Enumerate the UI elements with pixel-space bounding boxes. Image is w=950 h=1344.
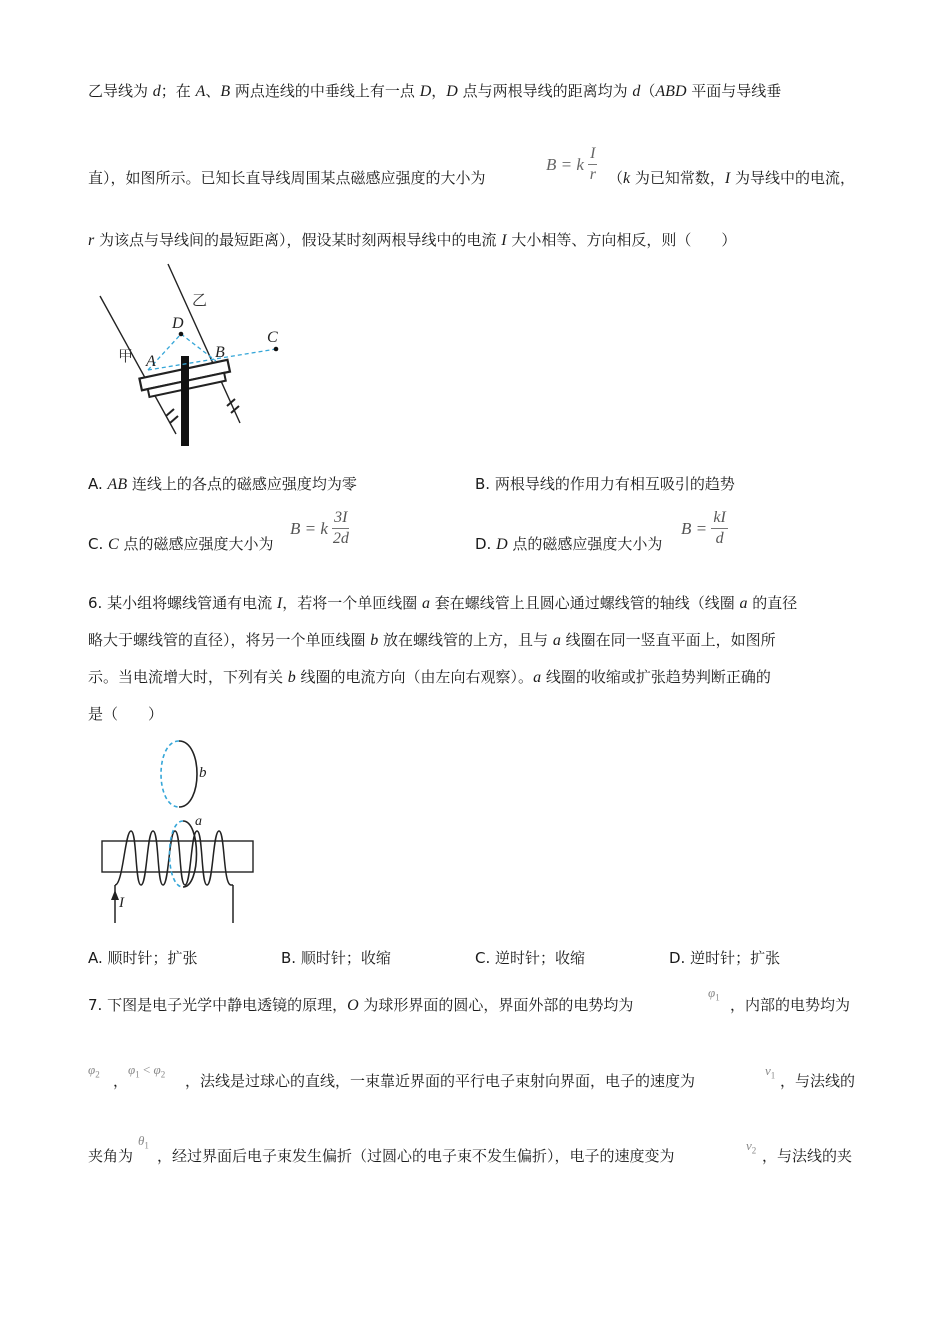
wire-jia bbox=[100, 296, 176, 434]
q5-option-A[interactable] bbox=[88, 473, 357, 496]
text: ，法线是过球心的直线，一束靠近界面的平行电子束射向界面，电子的速度为 bbox=[185, 1072, 696, 1090]
text: A. bbox=[88, 475, 108, 493]
numerator: kI bbox=[711, 508, 727, 529]
text: A. 顺时针；扩张 bbox=[88, 949, 198, 967]
q5-line-3 bbox=[88, 229, 736, 252]
var-d: d bbox=[152, 83, 161, 100]
text: 为导线中的电流， bbox=[730, 169, 856, 187]
symbol-phi1: $\varphi_1$ bbox=[708, 985, 720, 1003]
text: 6. 某小组将螺线管通有电流 bbox=[88, 594, 277, 612]
label-A: A bbox=[146, 353, 156, 370]
q7-line-3c bbox=[762, 1145, 852, 1167]
q6-line-3 bbox=[88, 666, 771, 689]
q7-line-1 bbox=[88, 994, 633, 1017]
q5-line-1 bbox=[88, 80, 781, 103]
text: 为该点与导线间的最短距离），假设某时刻两根导线中的电流 bbox=[94, 231, 502, 249]
fraction bbox=[332, 508, 349, 549]
solenoid-windings bbox=[115, 831, 233, 923]
formula-C bbox=[290, 508, 349, 549]
q5-line-2b bbox=[608, 167, 855, 190]
text: ；在 bbox=[160, 82, 196, 100]
formula-lhs: B = k bbox=[546, 154, 584, 174]
label-C: C bbox=[267, 329, 278, 346]
text: B. 顺时针；收缩 bbox=[281, 949, 391, 967]
coil-b-back bbox=[161, 741, 179, 807]
text: 的直径 bbox=[747, 594, 798, 612]
formula-lhs: B = bbox=[681, 518, 708, 538]
text: ， bbox=[431, 82, 447, 100]
text: ，与法线的 bbox=[780, 1072, 856, 1090]
inequality-phi1-lt-phi2: $\varphi_1 < \varphi_2$ bbox=[128, 1062, 166, 1080]
label-yi: 乙 bbox=[192, 293, 208, 309]
text: C. 逆时针；收缩 bbox=[475, 949, 586, 967]
coil-b-front bbox=[179, 741, 197, 807]
q7-line-3b bbox=[157, 1145, 675, 1167]
var-ABD: ABD bbox=[655, 83, 687, 100]
text: ，若将一个单匝线圈 bbox=[282, 594, 422, 612]
fraction bbox=[588, 144, 597, 185]
q5-option-B[interactable] bbox=[475, 473, 735, 495]
text: 套在螺线管上且圆心通过螺线管的轴线（线圈 bbox=[429, 594, 740, 612]
q6-option-D[interactable] bbox=[669, 947, 780, 969]
symbol-phi2: $\varphi_2$ bbox=[88, 1062, 100, 1080]
q7-line-2b bbox=[185, 1070, 695, 1092]
text: 点的磁感应强度大小为 bbox=[507, 535, 663, 553]
var-D: D bbox=[496, 536, 508, 553]
symbol-v2: $v_2$ bbox=[746, 1138, 757, 1156]
q7-line-1b bbox=[730, 994, 850, 1016]
q6-line-4 bbox=[88, 703, 163, 725]
text: 点与两根导线的距离均为 bbox=[457, 82, 633, 100]
q5-option-D[interactable] bbox=[475, 533, 662, 556]
q6-line-2 bbox=[88, 629, 776, 652]
text: 、 bbox=[205, 82, 221, 100]
q5-option-C[interactable] bbox=[88, 533, 273, 556]
text: 7. 下图是电子光学中静电透镜的原理， bbox=[88, 996, 348, 1014]
text: B. 两根导线的作用力有相互吸引的趋势 bbox=[475, 475, 735, 493]
pole bbox=[181, 356, 189, 446]
label-B: B bbox=[215, 344, 225, 361]
q7-line-3 bbox=[88, 1145, 133, 1167]
var-B: B bbox=[220, 83, 231, 100]
var-D: D bbox=[419, 83, 432, 100]
label-I: I bbox=[119, 895, 124, 911]
text: （ bbox=[640, 82, 656, 100]
text: 夹角为 bbox=[88, 1147, 134, 1165]
q6-option-C[interactable] bbox=[475, 947, 585, 969]
q6-line-1 bbox=[88, 592, 797, 615]
q5-figure bbox=[90, 258, 300, 450]
text: （ bbox=[608, 169, 624, 187]
formula-B-kI-r bbox=[546, 144, 597, 185]
symbol-theta1: $\theta_1$ bbox=[138, 1133, 149, 1151]
q6-option-B[interactable] bbox=[281, 947, 391, 969]
var-a: a bbox=[739, 595, 748, 612]
text: 大小相等、方向相反，则（ ） bbox=[506, 231, 737, 249]
text: 放在螺线管的上方，且与 bbox=[378, 631, 553, 649]
text: 点的磁感应强度大小为 bbox=[118, 535, 274, 553]
text: 为已知常数， bbox=[630, 169, 725, 187]
q6-option-A[interactable] bbox=[88, 947, 198, 969]
text: ，内部的电势均为 bbox=[730, 996, 851, 1014]
q7-line-2c bbox=[780, 1070, 855, 1092]
label-D: D bbox=[172, 315, 184, 332]
text: ，与法线的夹 bbox=[762, 1147, 853, 1165]
label-a: a bbox=[195, 814, 202, 829]
var-C: C bbox=[108, 536, 119, 553]
text: 线圈的收缩或扩张趋势判断正确的 bbox=[541, 668, 771, 686]
var-a: a bbox=[533, 669, 542, 686]
var-r: r bbox=[88, 232, 95, 249]
denominator: 2d bbox=[332, 530, 349, 547]
text: 两点连线的中垂线上有一点 bbox=[230, 82, 420, 100]
point-C bbox=[274, 347, 279, 352]
var-I: I bbox=[724, 170, 731, 187]
label-jia: 甲 bbox=[118, 349, 134, 365]
numerator: I bbox=[588, 144, 597, 165]
text: C. bbox=[88, 535, 109, 553]
fraction bbox=[711, 508, 727, 549]
text: 连线上的各点的磁感应强度均为零 bbox=[127, 475, 357, 493]
var-a: a bbox=[421, 595, 430, 612]
text: 是（ ） bbox=[88, 705, 164, 723]
var-I: I bbox=[276, 595, 283, 612]
var-b: b bbox=[287, 669, 296, 686]
var-A: A bbox=[195, 83, 206, 100]
text: 示。当电流增大时，下列有关 bbox=[88, 668, 288, 686]
var-b: b bbox=[370, 632, 379, 649]
text: 为球形界面的圆心，界面外部的电势均为 bbox=[358, 996, 634, 1014]
symbol-v1: $v_1$ bbox=[765, 1063, 776, 1081]
wire-yi bbox=[168, 264, 240, 423]
denominator: d bbox=[715, 530, 724, 547]
var-AB: AB bbox=[107, 476, 128, 493]
text: 线圈的电流方向（由左向右观察）。 bbox=[295, 668, 534, 686]
q6-figure bbox=[95, 735, 265, 925]
var-D: D bbox=[446, 83, 458, 100]
denominator: r bbox=[589, 166, 596, 183]
var-O: O bbox=[347, 997, 359, 1014]
formula-lhs: B = k bbox=[290, 518, 328, 538]
text: 直），如图所示。已知长直导线周围某点磁感应强度的大小为 bbox=[88, 169, 486, 187]
var-a: a bbox=[552, 632, 561, 649]
coil-a-front bbox=[183, 821, 197, 887]
var-k: k bbox=[623, 170, 631, 187]
numerator: 3I bbox=[332, 508, 349, 529]
text: D. bbox=[475, 535, 497, 553]
text: 平面与导线垂 bbox=[686, 82, 782, 100]
text: D. 逆时针；扩张 bbox=[669, 949, 781, 967]
q5-line-2 bbox=[88, 167, 486, 189]
formula-D bbox=[681, 508, 728, 549]
text: 线圈在同一竖直平面上，如图所 bbox=[560, 631, 776, 649]
var-I: I bbox=[501, 232, 507, 249]
text: 略大于螺线管的直径），将另一个单匝线圈 bbox=[88, 631, 371, 649]
text: ，经过界面后电子束发生偏折（过圆心的电子束不发生偏折），电子的速度变为 bbox=[157, 1147, 675, 1165]
var-d: d bbox=[632, 83, 641, 100]
text: 乙导线为 bbox=[88, 82, 153, 100]
q7-line-2a bbox=[113, 1070, 128, 1092]
current-arrow bbox=[111, 890, 119, 900]
insulator-marks bbox=[166, 399, 239, 423]
point-D bbox=[179, 332, 184, 337]
text: ， bbox=[113, 1072, 129, 1090]
label-b: b bbox=[199, 765, 207, 781]
